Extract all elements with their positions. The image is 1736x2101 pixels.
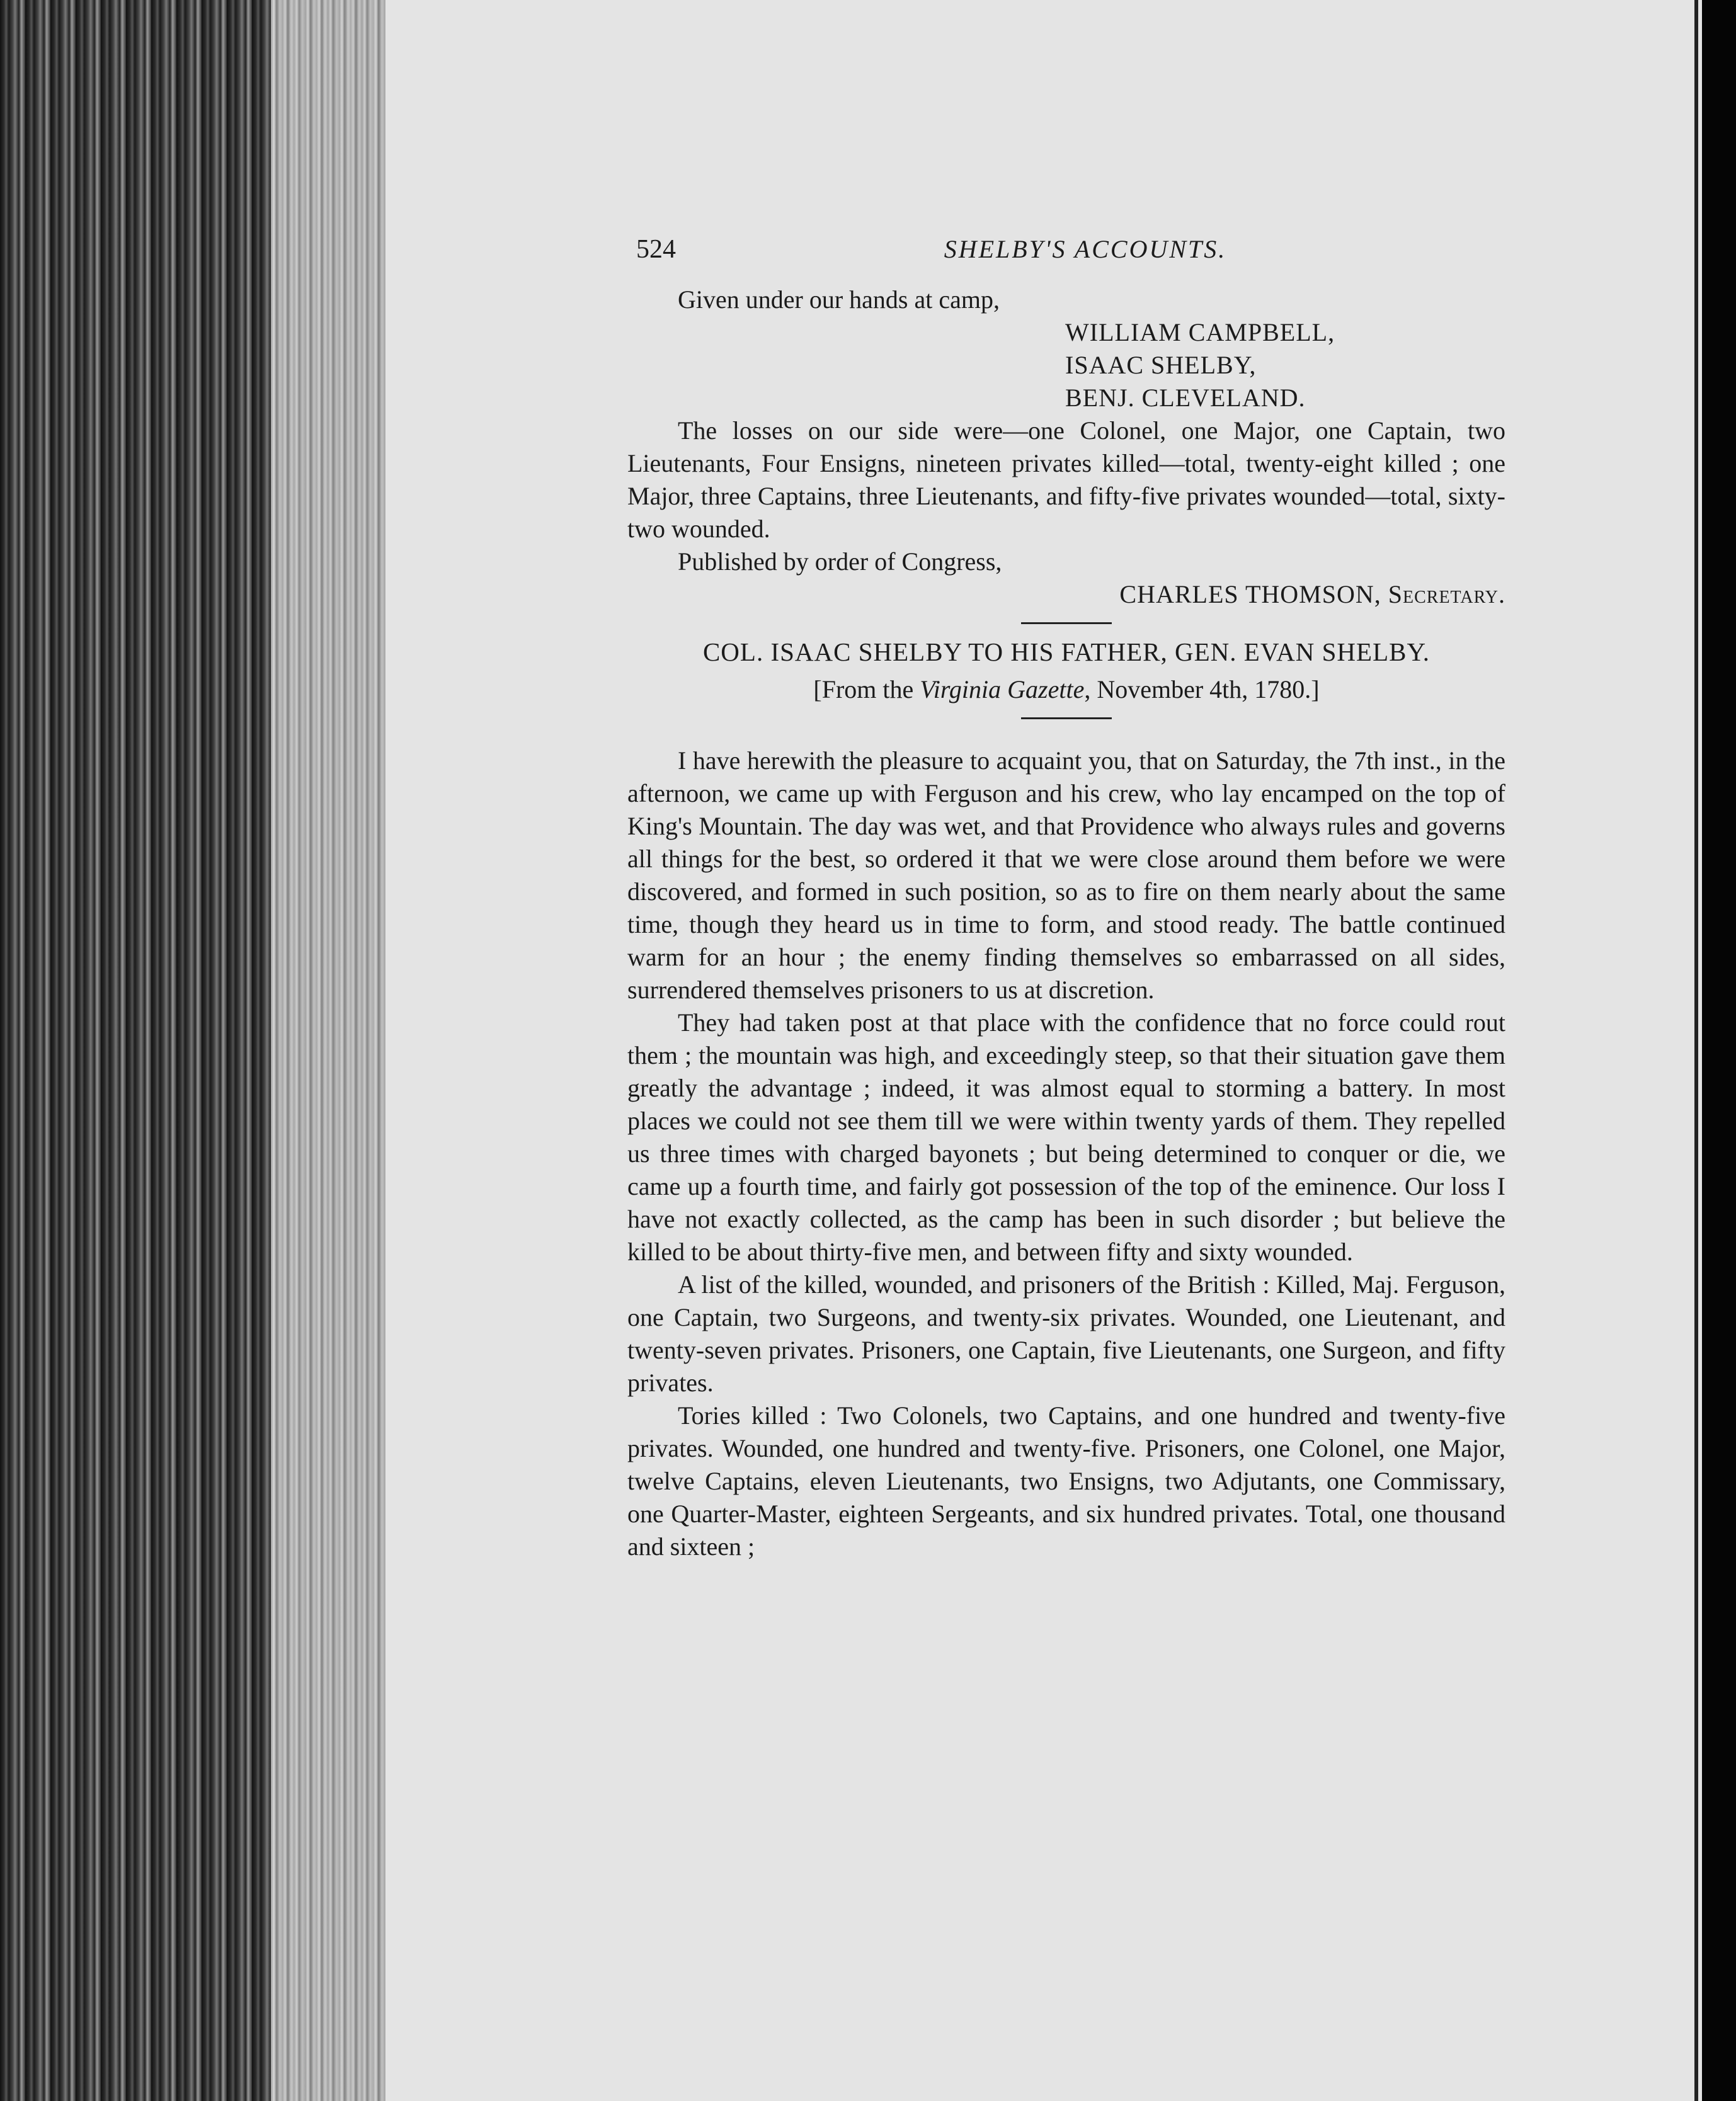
secretary-line [627, 578, 1505, 611]
page-number: 524 [636, 235, 676, 264]
signature-shelby: ISAAC SHELBY, [1065, 351, 1257, 379]
published-line: Published by order of Congress, [678, 547, 1002, 576]
losses-paragraph: The losses on our side were—one Colonel, one Major, one Captain, two Lieutenants, Four Ensigns, nineteen privates killed—total, twenty-eight killed ; one Major, three Captains, three Lieutenants, and fifty-five privates wounded—total, sixty-two wounded. [627, 416, 1505, 543]
source-suffix: , November 4th, 1780.] [1084, 675, 1320, 703]
book-page-edges-light [271, 0, 391, 2101]
secretary-title: Secretary. [1388, 580, 1505, 608]
signature-cleveland: BENJ. CLEVELAND. [1065, 384, 1306, 412]
letter-paragraph-4: Tories killed : Two Colonels, two Captains, and one hundred and twenty-five privates. Wounded, one hundred and twenty-five. Prisoners, one Colonel, one Major, twelve Captains, eleven Lieutenants, two Ensigns, two Adjutants, one Commissary, one Quarter-Master, eighteen Sergeants, and six hundred privates. Total, one thousand and sixteen ; [627, 1401, 1505, 1561]
source-newspaper: Virginia Gazette [920, 675, 1085, 703]
letter-paragraph-1: I have herewith the pleasure to acquaint you, that on Saturday, the 7th inst., in the afternoon, we came up with Ferguson and his crew, who lay encamped on the top of King's Mountain. The day was wet, and that Providence who always rules and governs all things for the best, so ordered it that we were close around them before we were discovered, and formed in such position, so as to fire on them nearly about the same time, though they heard us in time to form, and stood ready. The battle continued warm for an hour ; the enemy finding themselves so embarrassed on all sides, surrendered themselves prisoners to us at discretion. [627, 746, 1505, 1004]
given-line: Given under our hands at camp, [678, 285, 1000, 314]
letter-heading: COL. ISAAC SHELBY TO HIS FATHER, GEN. EVAN SHELBY. [702, 637, 1430, 666]
scan-background-right [1702, 0, 1736, 2101]
signature-campbell: WILLIAM CAMPBELL, [1065, 318, 1335, 346]
running-title: SHELBY'S ACCOUNTS. [944, 235, 1227, 263]
running-head [627, 233, 1505, 283]
source-prefix: [From the [813, 675, 914, 703]
page-content [627, 233, 1505, 1563]
gutter-shadow [1694, 0, 1698, 2101]
secretary-name: CHARLES THOMSON, [1119, 580, 1381, 608]
heading-rule [1021, 717, 1112, 719]
letter-paragraph-2: They had taken post at that place with the confidence that no force could rout them ; the mountain was high, and exceedingly steep, so that their situation gave them greatly the advantage ; indeed, it was almost equal to storming a battery. In most places we could not see them till we were within twenty yards of them. They repelled us three times with charged bayonets ; but being determined to conquer or die, we came up a fourth time, and fairly got possession of the top of the eminence. Our loss I have not exactly collected, as the camp has been in such disorder ; but believe the killed to be about thirty-five men, and between fifty and sixty wounded. [627, 1008, 1505, 1266]
letter-paragraph-3: A list of the killed, wounded, and prisoners of the British : Killed, Maj. Ferguson, one Captain, two Surgeons, and twenty-six privates. Wounded, one Lieutenant, and twenty-seven privates. Prisoners, one Captain, five Lieutenants, one Surgeon, and fifty privates. [627, 1270, 1505, 1397]
section-rule [1021, 622, 1112, 624]
source-line [627, 673, 1505, 706]
